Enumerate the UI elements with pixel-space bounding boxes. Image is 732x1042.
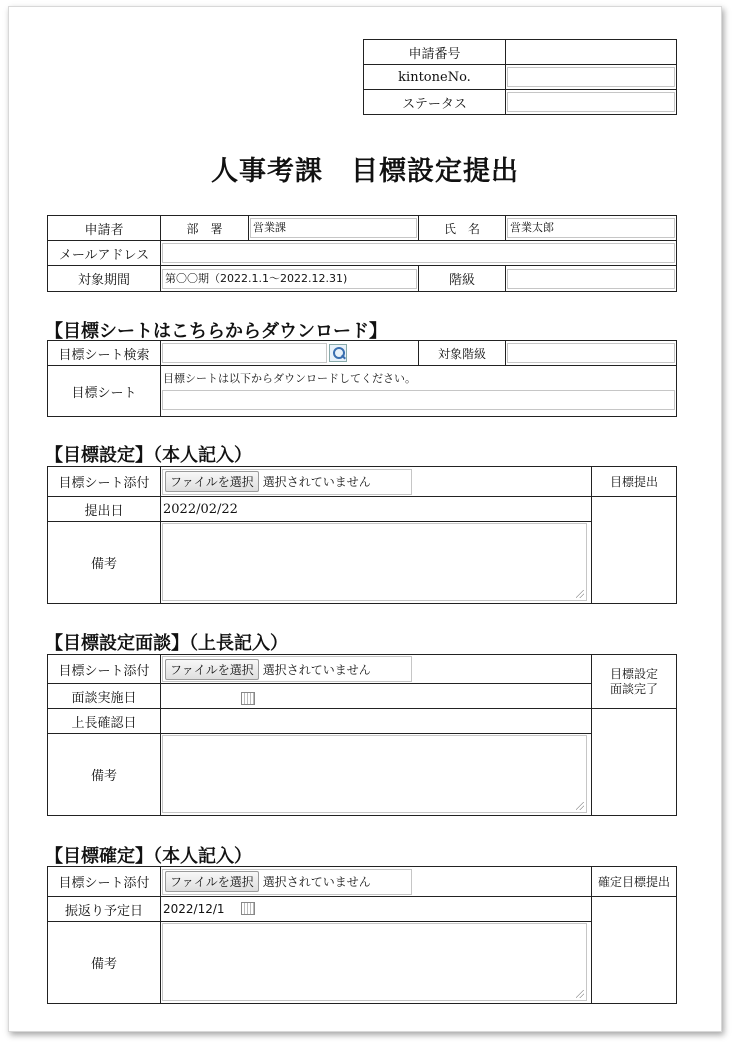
kintone-no-field[interactable] (507, 67, 675, 87)
name-label: 氏 名 (419, 216, 506, 241)
interview-complete-cell (592, 709, 677, 816)
department-field[interactable]: 営業課 (250, 218, 417, 238)
goal-remarks-textarea[interactable] (162, 523, 587, 601)
review-date-label: 振返り予定日 (48, 897, 161, 922)
goal-attach-label: 目標シート添付 (48, 467, 161, 497)
interview-remarks-textarea[interactable] (162, 735, 587, 813)
status-box (363, 39, 677, 115)
goal-submit-cell (592, 497, 677, 604)
boss-confirm-label: 上長確認日 (48, 709, 161, 734)
application-no-value (506, 40, 677, 65)
name-field[interactable]: 営業太郎 (507, 218, 675, 238)
goal-confirm-table (47, 866, 677, 1004)
goal-interview-heading: 【目標設定面談】（上長記入） (45, 633, 288, 654)
interview-complete-line2: 面談完了 (609, 681, 658, 696)
download-table (47, 340, 677, 417)
goal-date-label: 提出日 (48, 497, 161, 522)
interview-file-button[interactable]: ファイルを選択 (165, 659, 259, 680)
grade-field[interactable] (507, 269, 675, 289)
goal-confirm-heading: 【目標確定】（本人記入） (45, 846, 252, 867)
confirm-file-button[interactable]: ファイルを選択 (165, 871, 259, 892)
sheet-link-field[interactable] (162, 390, 675, 410)
department-label: 部 署 (161, 216, 249, 241)
goal-file-status: 選択されていません (262, 475, 371, 489)
target-grade-label: 対象階級 (419, 341, 506, 366)
goal-file-button[interactable]: ファイルを選択 (165, 471, 259, 492)
confirm-file-status: 選択されていません (262, 875, 371, 889)
email-label: メールアドレス (48, 241, 161, 266)
interview-complete-line1: 目標設定 (609, 666, 658, 681)
goal-setting-heading: 【目標設定】（本人記入） (45, 445, 252, 466)
confirm-submit-label: 確定目標提出 (592, 867, 677, 897)
boss-confirm-value (161, 709, 592, 734)
target-grade-field[interactable] (507, 343, 675, 363)
resize-grip-icon[interactable] (576, 802, 584, 810)
interview-date-label: 面談実施日 (48, 684, 161, 709)
goal-setting-table (47, 466, 677, 604)
review-date-value[interactable]: 2022/12/1 (163, 901, 225, 916)
confirm-file-input[interactable] (162, 869, 412, 895)
goal-file-input[interactable] (162, 469, 412, 495)
kintone-no-label: kintoneNo. (364, 65, 506, 90)
sheet-label: 目標シート (48, 366, 161, 417)
period-field[interactable]: 第〇〇期（2022.1.1～2022.12.31) (162, 269, 417, 289)
sheet-search-label: 目標シート検索 (48, 341, 161, 366)
confirm-remarks-textarea[interactable] (162, 923, 587, 1001)
magnifier-icon[interactable] (329, 344, 347, 362)
page-title: 人事考課 目標設定提出 (211, 156, 519, 187)
download-heading: 【目標シートはこちらからダウンロード】 (45, 321, 387, 342)
resize-grip-icon[interactable] (576, 990, 584, 998)
sheet-note: 目標シートは以下からダウンロードしてください。 (163, 372, 416, 385)
applicant-label: 申請者 (48, 216, 161, 241)
confirm-submit-cell (592, 897, 677, 1004)
goal-remarks-label: 備考 (48, 522, 161, 604)
status-field[interactable] (507, 92, 675, 112)
interview-file-input[interactable] (162, 656, 412, 682)
sheet-search-input[interactable] (162, 343, 327, 363)
form-sheet (8, 6, 722, 1032)
interview-remarks-label: 備考 (48, 734, 161, 816)
applicant-table (47, 215, 677, 292)
goal-submit-label: 目標提出 (592, 467, 677, 497)
calendar-icon[interactable] (241, 902, 255, 915)
interview-complete-label (592, 655, 677, 709)
confirm-remarks-label: 備考 (48, 922, 161, 1004)
grade-label: 階級 (419, 266, 506, 292)
calendar-icon[interactable] (241, 692, 255, 705)
period-label: 対象期間 (48, 266, 161, 292)
status-label: ステータス (364, 90, 506, 115)
goal-date-value: 2022/02/22 (161, 497, 592, 522)
confirm-attach-label: 目標シート添付 (48, 867, 161, 897)
resize-grip-icon[interactable] (576, 590, 584, 598)
interview-attach-label: 目標シート添付 (48, 655, 161, 684)
interview-file-status: 選択されていません (262, 662, 371, 677)
goal-interview-table (47, 654, 677, 816)
email-field[interactable] (162, 243, 675, 263)
application-no-label: 申請番号 (364, 40, 506, 65)
